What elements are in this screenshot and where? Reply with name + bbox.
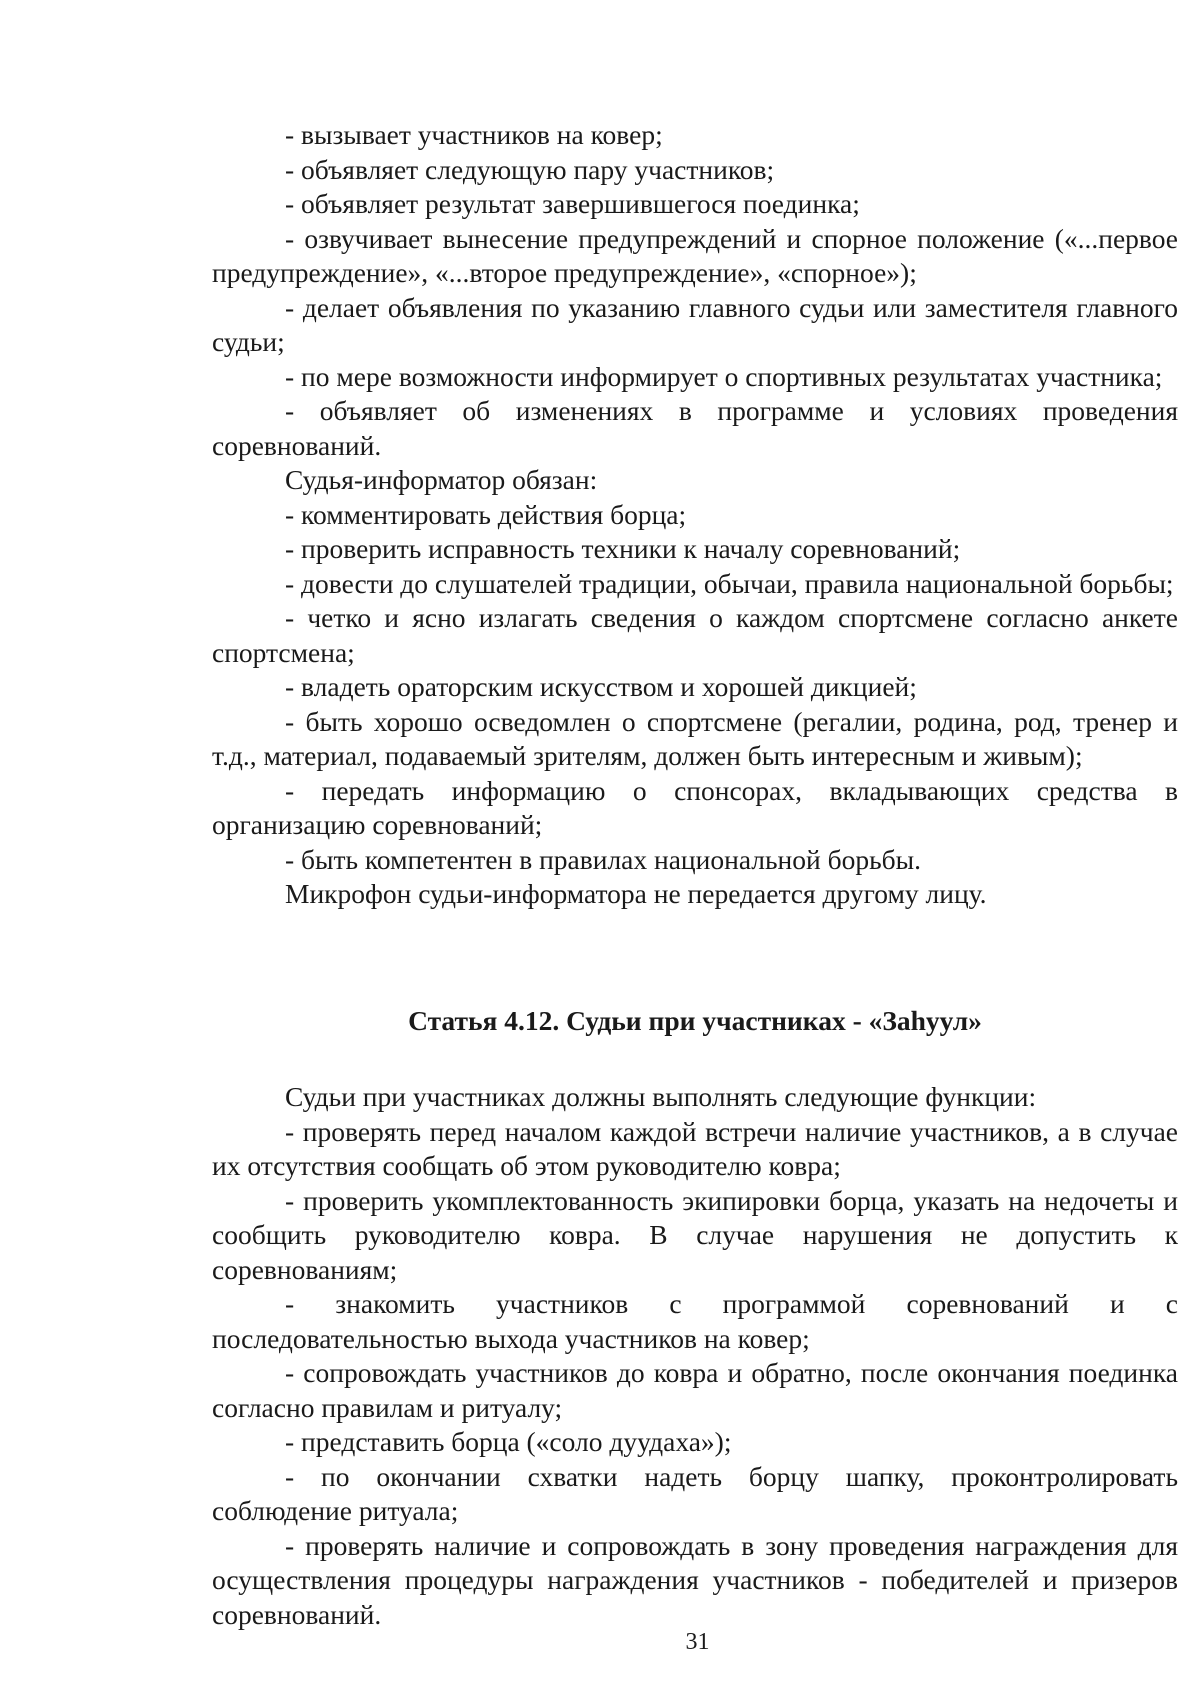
list-item: - довести до слушателей традиции, обычаи, правила национальной борьбы; [285,567,1174,599]
list-item: - по мере возможности информирует о спортивных результатах участника; [285,360,1163,392]
paragraph: Микрофон судьи-информатора не передается другому лицу. [285,878,987,909]
list-item: - делает объявления по указанию главного судьи или заместителя главного судьи; [212,291,1178,357]
list-item: - сопровождать участников до ковра и обратно, после окончания поединка согласно правилам и ритуалу; [212,1357,1178,1423]
list-item: - по окончании схватки надеть борцу шапку, проконтролировать соблюдение ритуала; [212,1460,1178,1526]
list-item: - проверять перед началом каждой встречи наличие участников, а в случае их отсутствия сообщать об этом руководителю ковра; [212,1115,1178,1181]
list-item: - передать информацию о спонсорах, вкладывающих средства в организацию соревнований; [212,774,1178,840]
article-heading-block [212,1004,1178,1039]
list-item: - комментировать действия борца; [285,498,687,530]
section-referee-informer [212,118,1178,912]
list-item: - знакомить участников с программой соревнований и с последовательностью выхода участников на ковер; [212,1288,1178,1354]
list-item: - владеть ораторским искусством и хорошей дикцией; [285,671,917,702]
list-item: - объявляет об изменениях в программе и условиях проведения соревнований. [212,395,1178,461]
list-item: - представить борца («соло дуудаха»); [285,1426,732,1457]
list-item: - проверить исправность техники к началу соревнований; [285,533,961,564]
list-item: - объявляет следующую пару участников; [285,153,775,185]
list-item: - вызывает участников на ковер; [285,119,663,150]
paragraph: Судья-информатор обязан: [285,464,598,495]
list-item: - четко и ясно излагать сведения о каждом спортсмене согласно анкете спортсмена; [212,602,1178,668]
article-heading: Статья 4.12. Судьи при участниках - «Заһуул» [408,1005,982,1036]
list-item: - быть хорошо осведомлен о спортсмене (регалии, родина, род, тренер и т.д., материал, подаваемый зрителям, должен быть интересным и живым); [212,705,1178,771]
list-item: - проверить укомплектованность экипировки борца, указать на недочеты и сообщить руководителю ковра. В случае нарушения не допустить к соревнованиям; [212,1184,1178,1285]
paragraph: Судьи при участниках должны выполнять следующие функции: [285,1081,1037,1112]
list-item: - озвучивает вынесение предупреждений и спорное положение («...первое предупреждение», «...второе предупреждение», «спорное»); [212,222,1178,288]
page-number: 31 [685,1629,710,1655]
list-item: - объявляет результат завершившегося поединка; [285,188,860,219]
section-participant-judges [212,1080,1178,1632]
list-item: - быть компетентен в правилах национальной борьбы. [285,843,921,875]
list-item: - проверять наличие и сопровождать в зону проведения награждения для осуществления процедуры награждения участников - победителей и призеров соревнований. [212,1529,1178,1630]
